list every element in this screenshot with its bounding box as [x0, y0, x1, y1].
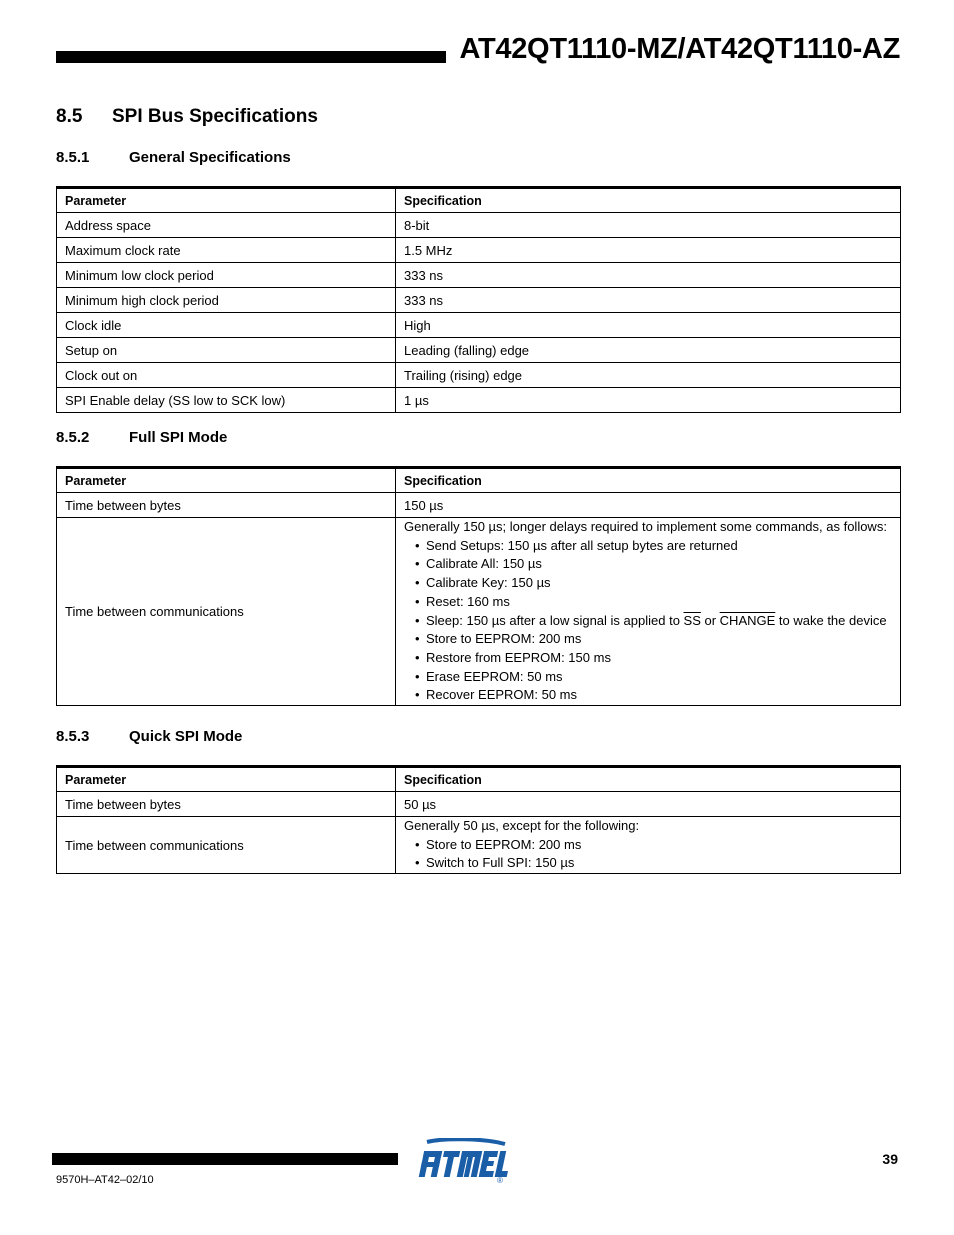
parameter-cell: Clock out on — [57, 363, 396, 388]
general-specifications-table — [56, 186, 901, 413]
list-item: • Calibrate All: 150 µs — [415, 555, 892, 574]
section-number: 8.5 — [56, 106, 83, 127]
specification-cell: 333 ns — [396, 288, 901, 313]
list-item: • Calibrate Key: 150 µs — [415, 574, 892, 593]
parameter-cell: Time between bytes — [57, 493, 396, 518]
table-row — [57, 363, 901, 388]
parameter-cell: SPI Enable delay (SS low to SCK low) — [57, 388, 396, 413]
specification-cell: 8-bit — [396, 213, 901, 238]
list-item: • Restore from EEPROM: 150 ms — [415, 649, 892, 668]
list-item: • Send Setups: 150 µs after all setup bytes are returned — [415, 537, 892, 556]
specification-cell: Trailing (rising) edge — [396, 363, 901, 388]
column-header-parameter: Parameter — [57, 188, 396, 213]
footer-rule — [52, 1153, 398, 1165]
table-row — [57, 792, 901, 817]
command-delay-list — [404, 836, 892, 873]
subsection-title: General Specifications — [129, 149, 291, 166]
parameter-cell: Minimum low clock period — [57, 263, 396, 288]
page-number: 39 — [882, 1151, 898, 1167]
ss-signal-label: $\overline{SS}$ — [683, 612, 701, 628]
atmel-logo — [413, 1138, 509, 1184]
specification-cell — [396, 518, 901, 706]
table-header-row — [57, 767, 901, 792]
column-header-specification: Specification — [396, 767, 901, 792]
table-row — [57, 288, 901, 313]
full-spi-mode-table — [56, 466, 901, 706]
column-header-specification: Specification — [396, 468, 901, 493]
document-code: 9570H–AT42–02/10 — [56, 1174, 154, 1186]
table-header-row — [57, 468, 901, 493]
subsection-heading-full-spi — [56, 429, 227, 446]
quick-spi-mode-table — [56, 765, 901, 874]
specification-intro: Generally 50 µs, except for the following: — [404, 818, 640, 833]
subsection-title: Full SPI Mode — [129, 429, 228, 446]
specification-cell: 333 ns — [396, 263, 901, 288]
svg-text:®: ® — [497, 1176, 503, 1184]
parameter-cell: Minimum high clock period — [57, 288, 396, 313]
specification-cell: 50 µs — [396, 792, 901, 817]
specification-cell: 150 µs — [396, 493, 901, 518]
change-signal-label: CHANGE — [719, 612, 776, 628]
document-title: AT42QT1110-MZ/AT42QT1110-AZ — [459, 33, 900, 65]
table-row — [57, 213, 901, 238]
subsection-number: 8.5.3 — [56, 728, 90, 745]
list-item-sleep — [415, 612, 892, 631]
list-item: • Switch to Full SPI: 150 µs — [415, 854, 892, 873]
column-header-parameter: Parameter — [57, 468, 396, 493]
sleep-text-start: Sleep: 150 µs after a low signal is applied to — [426, 612, 684, 628]
table-row — [57, 388, 901, 413]
table-row — [57, 263, 901, 288]
parameter-cell: Clock idle — [57, 313, 396, 338]
sleep-text-end: to wake the device — [775, 612, 887, 628]
column-header-specification: Specification — [396, 188, 901, 213]
list-item: • Reset: 160 ms — [415, 593, 892, 612]
command-delay-list — [404, 537, 892, 705]
subsection-title: Quick SPI Mode — [129, 728, 243, 745]
subsection-number: 8.5.1 — [56, 149, 90, 166]
subsection-number: 8.5.2 — [56, 429, 90, 446]
specification-cell: Leading (falling) edge — [396, 338, 901, 363]
specification-intro: Generally 150 µs; longer delays required to implement some commands, as follows: — [404, 519, 887, 534]
table-row — [57, 313, 901, 338]
header-rule — [56, 51, 446, 63]
subsection-heading-general — [56, 149, 291, 166]
specification-cell: High — [396, 313, 901, 338]
parameter-cell: Time between communications — [57, 817, 396, 874]
parameter-cell: Address space — [57, 213, 396, 238]
parameter-cell: Time between communications — [57, 518, 396, 706]
table-row — [57, 238, 901, 263]
list-item: • Store to EEPROM: 200 ms — [415, 836, 892, 855]
table-header-row — [57, 188, 901, 213]
table-row — [57, 518, 901, 706]
specification-cell — [396, 817, 901, 874]
specification-cell: 1 µs — [396, 388, 901, 413]
table-row — [57, 338, 901, 363]
parameter-cell: Time between bytes — [57, 792, 396, 817]
list-item: • Recover EEPROM: 50 ms — [415, 686, 892, 705]
section-title: SPI Bus Specifications — [112, 106, 318, 127]
parameter-cell: Maximum clock rate — [57, 238, 396, 263]
subsection-heading-quick-spi — [56, 728, 242, 745]
specification-cell: 1.5 MHz — [396, 238, 901, 263]
list-item: • Store to EEPROM: 200 ms — [415, 630, 892, 649]
section-heading — [56, 106, 318, 128]
table-row — [57, 493, 901, 518]
table-row — [57, 817, 901, 874]
list-item: • Erase EEPROM: 50 ms — [415, 668, 892, 687]
column-header-parameter: Parameter — [57, 767, 396, 792]
parameter-cell: Setup on — [57, 338, 396, 363]
sleep-text-or: or — [700, 612, 720, 628]
